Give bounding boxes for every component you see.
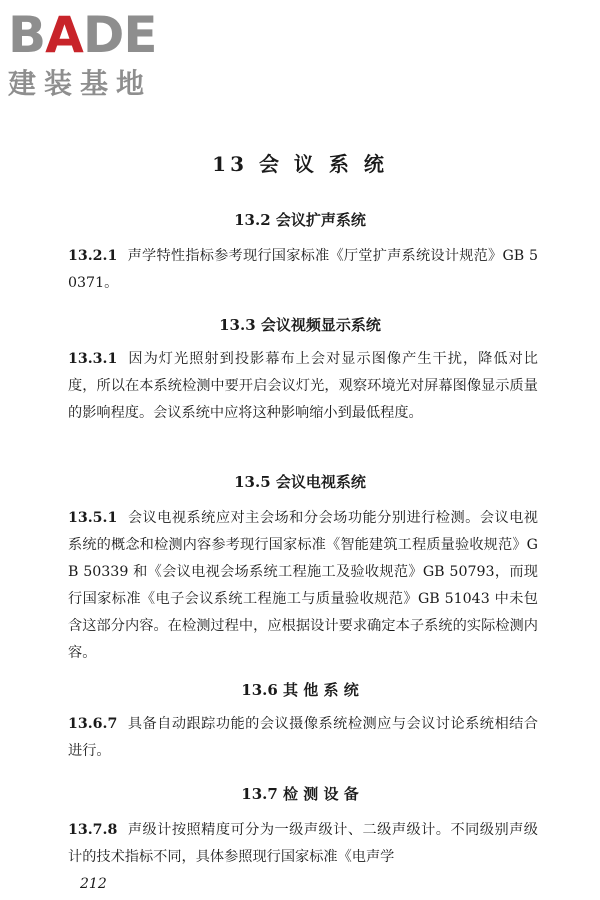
paragraph (68, 505, 538, 667)
clause-number: 13.7.8 (68, 822, 118, 838)
clause-number: 13.3.1 (68, 351, 118, 367)
section-heading: 13.6 其 他 系 统 (241, 681, 359, 699)
paragraph (68, 346, 538, 427)
chapter-title: 13 会 议 系 统 (212, 152, 388, 176)
clause-text: 具备自动跟踪功能的会议摄像系统检测应与会议讨论系统相结合进行。 (68, 716, 538, 759)
paragraph (68, 243, 538, 297)
clause-number: 13.2.1 (68, 248, 118, 264)
clause-text: 因为灯光照射到投影幕布上会对显示图像产生干扰，降低对比度，所以在本系统检测中要开启会议灯光，观察环境光对屏幕图像显示质量的影响程度。会议系统中应将这种影响缩小到最低程度。 (68, 351, 538, 421)
clause-text: 声学特性指标参考现行国家标准《厅堂扩声系统设计规范》GB 50371。 (68, 248, 538, 291)
clause-number: 13.5.1 (68, 510, 118, 526)
section-heading: 13.5 会议电视系统 (234, 473, 366, 491)
clause-number: 13.6.7 (68, 716, 118, 732)
section-heading: 13.3 会议视频显示系统 (219, 316, 381, 334)
page-number: 212 (80, 876, 107, 892)
paragraph (68, 817, 538, 871)
clause-text: 会议电视系统应对主会场和分会场功能分别进行检测。会议电视系统的概念和检测内容参考现行国家标准《智能建筑工程质量验收规范》GB 50339 和《会议电视会场系统工程施工及验收规范》GB 50793，而现行国家标准《电子会议系统工程施工与质量验收规范》GB 51043 中未包含这部分内容。在检测过程中，应根据设计要求确定本子系统的实际检测内容。 (68, 510, 538, 661)
section-heading: 13.7 检 测 设 备 (241, 785, 359, 803)
paragraph (68, 711, 538, 765)
clause-text: 声级计按照精度可分为一级声级计、二级声级计。不同级别声级计的技术指标不同，具体参照现行国家标准《电声学 (68, 822, 538, 865)
publisher-logo (8, 6, 178, 102)
logo-wordmark: BADE (8, 6, 157, 64)
logo-chinese-name: 建装基地 (8, 67, 153, 100)
section-heading: 13.2 会议扩声系统 (234, 211, 366, 229)
